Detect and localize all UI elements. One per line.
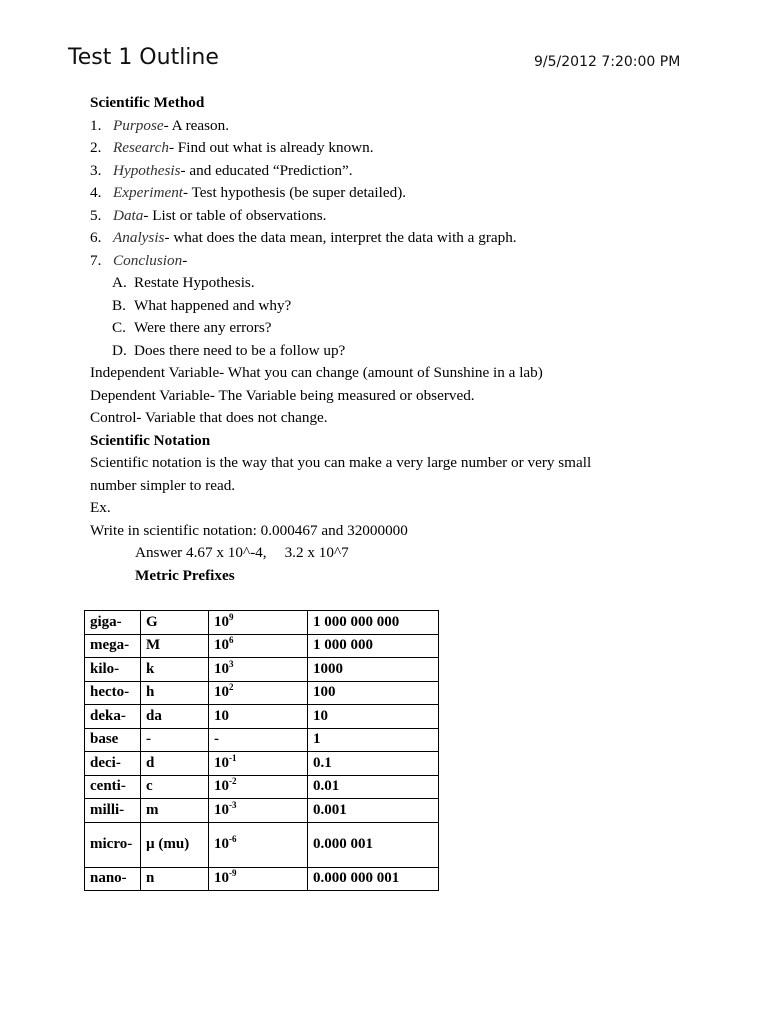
prefix-cell [85, 822, 141, 867]
power-exponent: -2 [229, 776, 237, 787]
power-base: 10 [214, 613, 229, 630]
symbol-cell: M [141, 634, 209, 658]
prefix-cell [85, 681, 141, 705]
symbol-cell: n [141, 867, 209, 891]
power-base: 10 [214, 778, 229, 795]
power-base: 10 [214, 801, 229, 818]
value-cell: 1 000 000 [308, 634, 439, 658]
power-cell [209, 658, 308, 682]
power-cell [209, 822, 308, 867]
value-cell: 1 [308, 728, 439, 752]
prefix-name: micro- [90, 836, 133, 852]
symbol-cell: da [141, 705, 209, 729]
prefix-name: mega- [90, 637, 130, 654]
power-cell [209, 775, 308, 799]
power-cell [209, 752, 308, 776]
step-term: Purpose [113, 116, 164, 134]
example-label: Ex. [90, 499, 111, 516]
step-text: - List or table of observations. [143, 206, 327, 224]
prefix-cell [85, 867, 141, 891]
conclusion-item [90, 340, 730, 363]
table-row [85, 775, 439, 799]
value-cell: 1 000 000 000 [308, 611, 439, 635]
value-cell: 0.001 [308, 799, 439, 823]
table-row [85, 658, 439, 682]
symbol-cell: c [141, 775, 209, 799]
prefix-cell [85, 775, 141, 799]
conclusion-text: Does there need to be a follow up? [134, 341, 346, 359]
conclusion-item [90, 317, 730, 340]
step-item [90, 250, 730, 273]
power-cell [209, 705, 308, 729]
symbol-cell: h [141, 681, 209, 705]
page-date: 9/5/2012 7:20:00 PM [534, 54, 681, 70]
conclusion-item [90, 295, 730, 318]
step-term: Research [113, 139, 169, 156]
example-answer [90, 542, 730, 565]
value-cell: 0.000 001 [308, 822, 439, 867]
notation-description-cont: number simpler to read. [90, 476, 236, 494]
table-row [85, 752, 439, 776]
step-text: - Find out what is already known. [168, 139, 374, 156]
conclusion-text: What happened and why? [134, 296, 292, 314]
power-cell [209, 681, 308, 705]
prefix-cell [85, 634, 141, 658]
power-base: 10 [214, 870, 229, 887]
conclusion-letter: D. [112, 341, 127, 359]
step-number: 3. [90, 161, 102, 179]
value-cell: 0.1 [308, 752, 439, 776]
value-cell: 1000 [308, 658, 439, 682]
power-base: 10 [214, 660, 229, 677]
step-term: Analysis [113, 229, 165, 246]
table-row [85, 681, 439, 705]
power-exponent: -6 [229, 834, 237, 844]
control-text: Control- Variable that does not change. [90, 409, 328, 426]
dependent-variable-text: Dependent Variable- The Variable being measured or observed. [90, 386, 475, 404]
power-exponent: 2 [229, 682, 234, 693]
power-cell [209, 728, 308, 752]
prefix-cell [85, 728, 141, 752]
step-text: - and educated “Prediction”. [180, 161, 353, 179]
scientific-method-heading: Scientific Method [90, 94, 205, 111]
prefix-name: giga- [90, 613, 122, 630]
symbol-cell: µ (mu) [141, 822, 209, 867]
step-text: - Test hypothesis (be super detailed). [183, 184, 407, 201]
table-row [85, 728, 439, 752]
answer-part-2: 3.2 x 10^7 [284, 544, 349, 561]
power-exponent: 6 [229, 635, 234, 646]
step-text: - what does the data mean, interpret the data with a graph. [164, 229, 517, 246]
notation-description: Scientific notation is the way that you can make a very large number or very small [90, 454, 592, 471]
prefix-cell [85, 752, 141, 776]
step-number: 5. [90, 206, 102, 224]
prefix-name: hecto- [90, 684, 130, 701]
power-base: - [214, 731, 219, 748]
prefix-name: kilo- [90, 660, 120, 677]
table-row [85, 822, 439, 867]
scientific-notation-heading: Scientific Notation [90, 431, 211, 449]
step-item [90, 115, 730, 138]
table-row [85, 611, 439, 635]
metric-prefixes-heading: Metric Prefixes [135, 566, 235, 584]
step-item [90, 160, 730, 183]
symbol-cell: G [141, 611, 209, 635]
symbol-cell: m [141, 799, 209, 823]
conclusion-text: Restate Hypothesis. [134, 274, 255, 291]
table-row [85, 634, 439, 658]
step-item [90, 182, 730, 205]
value-cell: 0.000 000 001 [308, 867, 439, 891]
value-cell: 10 [308, 705, 439, 729]
conclusion-letter: C. [112, 319, 126, 336]
step-term: Conclusion [113, 251, 183, 269]
independent-variable-text: Independent Variable- What you can change (amount of Sunshine in a lab) [90, 364, 543, 381]
power-exponent: -3 [229, 799, 237, 810]
answer-part-1: Answer 4.67 x 10^-4, [135, 544, 267, 561]
prefix-cell [85, 658, 141, 682]
power-cell [209, 799, 308, 823]
symbol-cell: d [141, 752, 209, 776]
prefix-cell [85, 799, 141, 823]
symbol-cell: - [141, 728, 209, 752]
step-number: 6. [90, 229, 102, 246]
value-cell: 0.01 [308, 775, 439, 799]
step-item [90, 137, 730, 160]
step-item [90, 227, 730, 250]
power-exponent: 3 [229, 658, 234, 669]
step-term: Hypothesis [113, 161, 181, 179]
table-row [85, 799, 439, 823]
prefix-name: centi- [90, 778, 126, 795]
prefix-cell [85, 705, 141, 729]
prefix-cell [85, 611, 141, 635]
step-term: Data [113, 206, 144, 224]
prefix-name: base [90, 731, 119, 748]
value-cell: 100 [308, 681, 439, 705]
prefix-name: deka- [90, 707, 126, 724]
table-row [85, 705, 439, 729]
step-number: 4. [90, 184, 102, 201]
symbol-cell: k [141, 658, 209, 682]
power-exponent: -1 [229, 752, 237, 763]
step-number: 7. [90, 251, 102, 269]
step-number: 1. [90, 116, 102, 134]
power-base: 10 [214, 707, 229, 724]
power-exponent: 9 [229, 611, 234, 622]
outline-body [90, 92, 730, 587]
power-exponent: -9 [229, 868, 237, 879]
page-title: Test 1 Outline [68, 45, 219, 70]
conclusion-text: Were there any errors? [134, 319, 272, 336]
power-cell [209, 867, 308, 891]
example-question: Write in scientific notation: 0.000467 and 32000000 [90, 521, 408, 539]
step-text: - A reason. [163, 116, 230, 134]
conclusion-letter: A. [112, 274, 127, 291]
power-cell [209, 634, 308, 658]
prefix-name: deci- [90, 754, 121, 771]
conclusion-letter: B. [112, 296, 126, 314]
step-number: 2. [90, 139, 102, 156]
step-text: - [182, 251, 188, 269]
power-base: 10 [214, 754, 229, 771]
power-base: 10 [214, 836, 229, 852]
power-base: 10 [214, 684, 229, 701]
table-row [85, 867, 439, 891]
step-item [90, 205, 730, 228]
power-base: 10 [214, 637, 229, 654]
power-cell [209, 611, 308, 635]
metric-prefix-table [84, 610, 439, 891]
conclusion-item [90, 272, 730, 295]
prefix-name: nano- [90, 870, 127, 887]
prefix-name: milli- [90, 801, 125, 818]
step-term: Experiment [113, 184, 184, 201]
